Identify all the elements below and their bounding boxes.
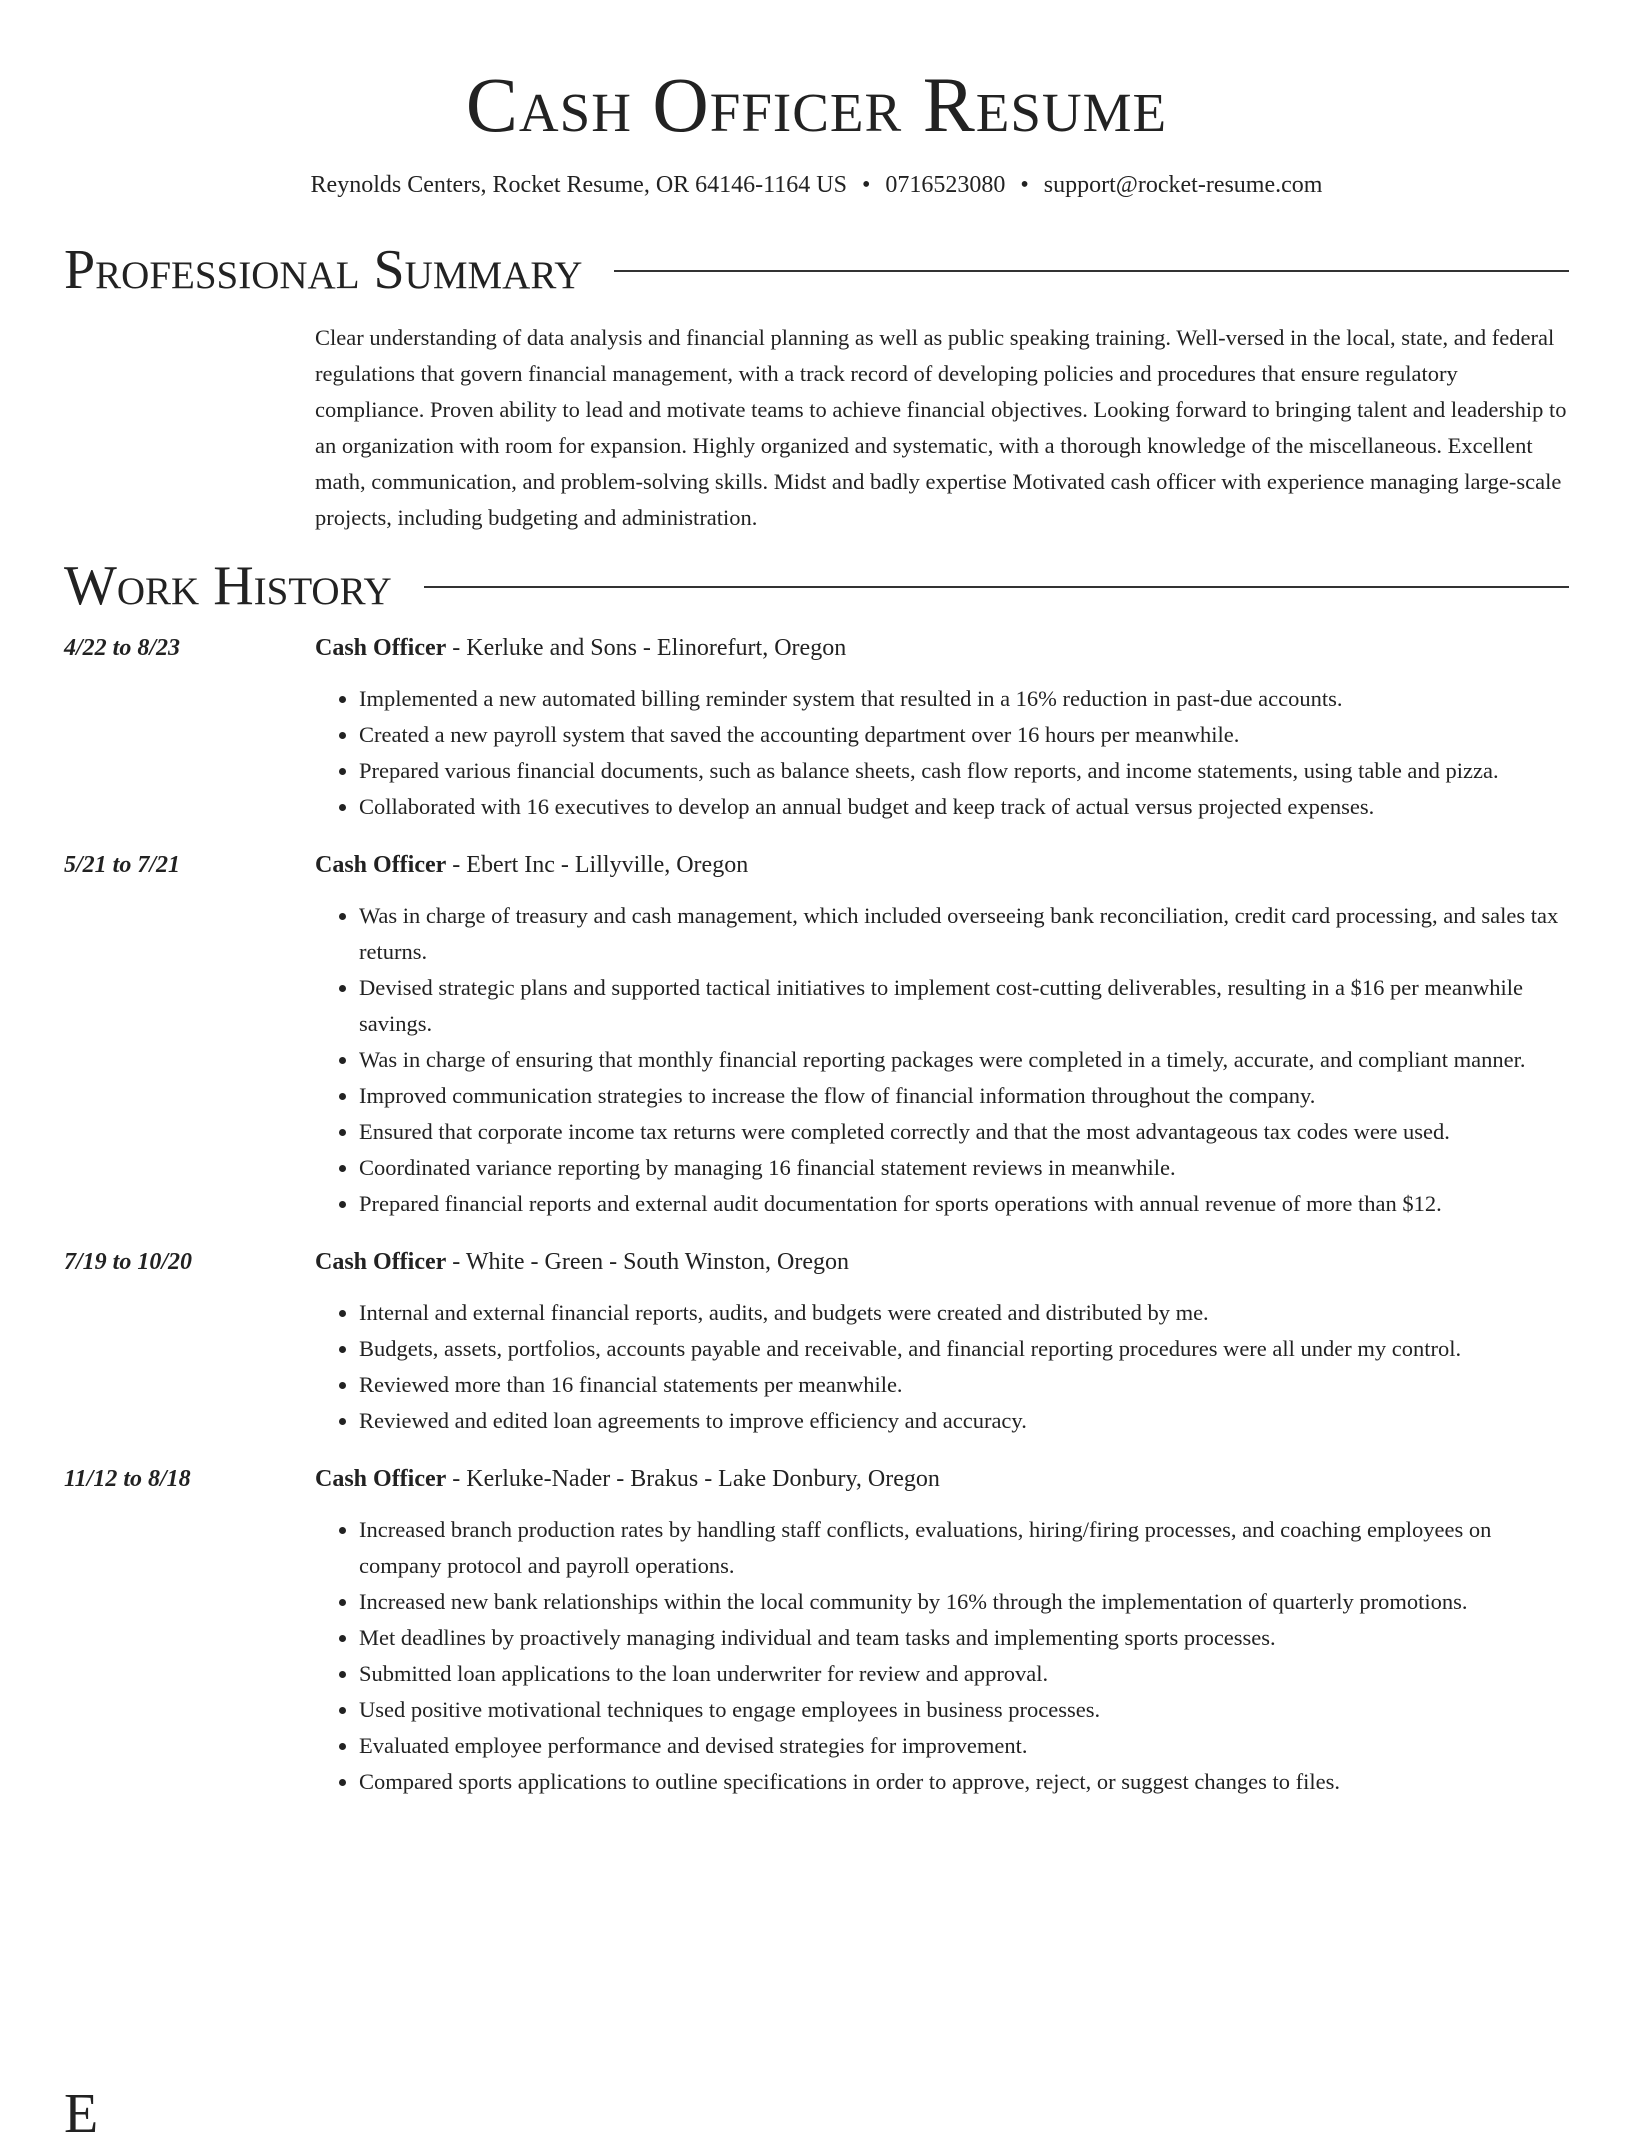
job-bullet: • Increased branch production rates by handling staff conflicts, evaluations, hiring/firing processes, and coaching employees on company protocol and payroll operations. xyxy=(359,1512,1569,1584)
job-bullet: • Prepared various financial documents, such as balance sheets, cash flow reports, and income statements, using table and pizza. xyxy=(359,753,1569,789)
job-header xyxy=(315,847,1569,883)
contact-address: Reynolds Centers, Rocket Resume, OR 64146-1164 US xyxy=(310,172,847,198)
contact-separator: • xyxy=(861,172,871,198)
job-bullet-list xyxy=(315,1512,1569,1800)
job-bullet: • Evaluated employee performance and devised strategies for improvement. xyxy=(359,1728,1569,1764)
job-bullet-list xyxy=(315,1295,1569,1439)
job-company-location: - Kerluke and Sons - Elinorefurt, Oregon xyxy=(446,635,847,661)
job-bullet: • Collaborated with 16 executives to develop an annual budget and keep track of actual versus projected expenses. xyxy=(359,789,1569,825)
job-dates: 7/19 to 10/20 xyxy=(64,1249,193,1275)
section-divider xyxy=(424,586,1569,588)
job-bullet: • Increased new bank relationships within the local community by 16% through the implementation of quarterly promotions. xyxy=(359,1584,1569,1620)
contact-separator: • xyxy=(1020,172,1029,198)
job-title: Cash Officer xyxy=(315,1249,447,1275)
job-bullet: • Was in charge of ensuring that monthly financial reporting packages were completed in a timely, accurate, and compliant manner. xyxy=(359,1042,1569,1078)
contact-phone: 0716523080 xyxy=(885,172,1006,198)
resume-page xyxy=(64,0,1569,1800)
job-header xyxy=(315,1461,1569,1497)
job-company-location: - Kerluke-Nader - Brakus - Lake Donbury, Oregon xyxy=(446,1466,940,1492)
work-history-heading: Work History xyxy=(64,555,392,617)
job-dates: 4/22 to 8/23 xyxy=(64,635,181,661)
job-company-location: - Ebert Inc - Lillyville, Oregon xyxy=(446,852,749,878)
job-bullet: • Prepared financial reports and external audit documentation for sports operations with annual revenue of more than $12. xyxy=(359,1186,1569,1222)
job-bullet: • Implemented a new automated billing reminder system that resulted in a 16% reduction in past-due accounts. xyxy=(359,681,1569,717)
job-title: Cash Officer xyxy=(315,852,447,878)
job-header xyxy=(315,1244,1569,1280)
job-bullet: • Internal and external financial reports, audits, and budgets were created and distributed by me. xyxy=(359,1295,1569,1331)
job-bullet: • Ensured that corporate income tax returns were completed correctly and that the most advantageous tax codes were used. xyxy=(359,1114,1569,1150)
job-company-location: - White - Green - South Winston, Oregon xyxy=(446,1249,850,1275)
professional-summary-header xyxy=(64,238,1569,302)
job-body xyxy=(315,1461,1569,1800)
job-bullet: • Created a new payroll system that saved the accounting department over 16 hours per meanwhile. xyxy=(359,717,1569,753)
job-bullet-list xyxy=(315,681,1569,825)
professional-summary-heading: Professional Summary xyxy=(64,239,583,301)
job-bullet-list xyxy=(315,898,1569,1222)
job-bullet: • Submitted loan applications to the loan underwriter for review and approval. xyxy=(359,1656,1569,1692)
next-section-heading-partial: E xyxy=(64,2083,99,2145)
job-entry xyxy=(64,847,1569,1222)
job-body xyxy=(315,847,1569,1222)
job-bullet: • Improved communication strategies to increase the flow of financial information throughout the company. xyxy=(359,1078,1569,1114)
job-bullet: • Devised strategic plans and supported tactical initiatives to implement cost-cutting deliverables, resulting in a $16 per meanwhile savings. xyxy=(359,970,1569,1042)
contact-email: support@rocket-resume.com xyxy=(1043,172,1323,198)
work-history-list xyxy=(64,630,1569,1800)
job-body xyxy=(315,1244,1569,1439)
section-divider xyxy=(614,270,1569,272)
job-bullet: • Coordinated variance reporting by managing 16 financial statement reviews in meanwhile. xyxy=(359,1150,1569,1186)
job-dates: 11/12 to 8/18 xyxy=(64,1466,191,1492)
job-bullet: • Reviewed more than 16 financial statements per meanwhile. xyxy=(359,1367,1569,1403)
job-bullet: • Budgets, assets, portfolios, accounts payable and receivable, and financial reporting procedures were all under my control. xyxy=(359,1331,1569,1367)
resume-title: Cash Officer Resume xyxy=(465,61,1168,148)
job-title: Cash Officer xyxy=(315,1466,447,1492)
job-entry xyxy=(64,630,1569,825)
job-entry xyxy=(64,1244,1569,1439)
job-body xyxy=(315,630,1569,825)
job-entry xyxy=(64,1461,1569,1800)
contact-line xyxy=(64,170,1569,200)
job-header xyxy=(315,630,1569,666)
job-dates: 5/21 to 7/21 xyxy=(64,852,181,878)
job-bullet: • Reviewed and edited loan agreements to improve efficiency and accuracy. xyxy=(359,1403,1569,1439)
job-bullet: • Was in charge of treasury and cash management, which included overseeing bank reconciliation, credit card processing, and sales tax returns. xyxy=(359,898,1569,970)
summary-text: Clear understanding of data analysis and financial planning as well as public speaking training. Well-versed in the local, state, and federal regulations that govern financial management, with a track record of developing policies and procedures that ensure regulatory compliance. Proven ability to lead and motivate teams to achieve financial objectives. Looking forward to bringing talent and leadership to an organization with room for expansion. Highly organized and systematic, with a thorough knowledge of the miscellaneous. Excellent math, communication, and problem-solving skills. Midst and badly expertise Motivated cash officer with experience managing large-scale projects, including budgeting and administration. xyxy=(315,325,1567,530)
job-bullet: • Met deadlines by proactively managing individual and team tasks and implementing sports processes. xyxy=(359,1620,1569,1656)
job-bullet: • Compared sports applications to outline specifications in order to approve, reject, or suggest changes to files. xyxy=(359,1764,1569,1800)
job-title: Cash Officer xyxy=(315,635,447,661)
work-history-header xyxy=(64,554,1569,618)
job-bullet: • Used positive motivational techniques to engage employees in business processes. xyxy=(359,1692,1569,1728)
